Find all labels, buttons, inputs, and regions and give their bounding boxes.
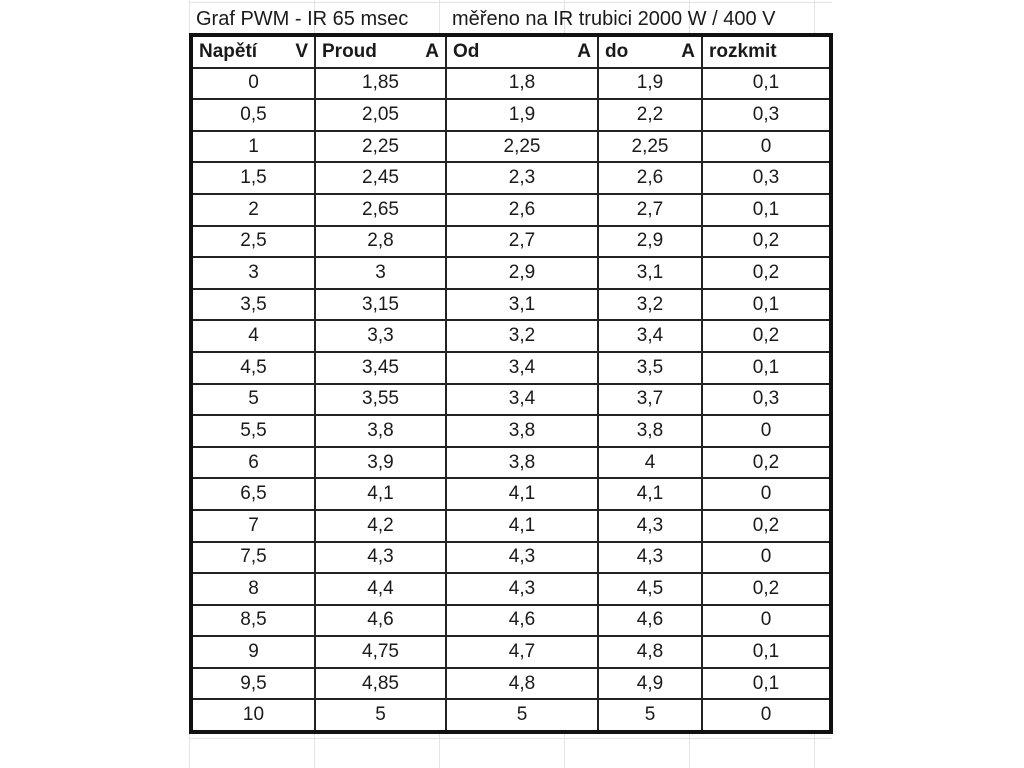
cell-range[interactable]: 0,3 <box>702 384 831 416</box>
cell-current[interactable]: 4,2 <box>315 510 446 542</box>
cell-voltage[interactable]: 1 <box>191 131 315 163</box>
table-body <box>191 68 831 732</box>
header-name: Proud <box>322 40 377 62</box>
cell-current[interactable]: 5 <box>315 699 446 732</box>
cell-voltage[interactable]: 7,5 <box>191 542 315 574</box>
cell-to[interactable]: 2,2 <box>598 99 702 131</box>
table-row <box>191 447 831 479</box>
cell-current[interactable]: 2,8 <box>315 226 446 258</box>
cell-to[interactable]: 5 <box>598 699 702 732</box>
cell-current[interactable]: 2,05 <box>315 99 446 131</box>
cell-to[interactable]: 4,8 <box>598 636 702 668</box>
margin-right <box>832 0 1024 768</box>
cell-voltage[interactable]: 0,5 <box>191 99 315 131</box>
cell-range[interactable]: 0 <box>702 699 831 732</box>
table-row <box>191 668 831 700</box>
table-row <box>191 605 831 637</box>
cell-current[interactable]: 2,25 <box>315 131 446 163</box>
cell-current[interactable]: 2,45 <box>315 162 446 194</box>
cell-to[interactable]: 3,2 <box>598 289 702 321</box>
cell-range[interactable]: 0 <box>702 478 831 510</box>
cell-voltage[interactable]: 3,5 <box>191 289 315 321</box>
table-row <box>191 415 831 447</box>
cell-voltage[interactable]: 6,5 <box>191 478 315 510</box>
cell-from[interactable]: 4,3 <box>446 542 598 574</box>
cell-to[interactable]: 2,6 <box>598 162 702 194</box>
cell-current[interactable]: 3,45 <box>315 352 446 384</box>
table-row <box>191 68 831 100</box>
cell-to[interactable]: 3,7 <box>598 384 702 416</box>
table-row <box>191 542 831 574</box>
cell-to[interactable]: 2,25 <box>598 131 702 163</box>
table-row <box>191 226 831 258</box>
cell-current[interactable]: 4,85 <box>315 668 446 700</box>
cell-current[interactable]: 4,4 <box>315 573 446 605</box>
cell-from[interactable]: 4,1 <box>446 510 598 542</box>
cell-range[interactable]: 0,1 <box>702 668 831 700</box>
cell-voltage[interactable]: 2 <box>191 194 315 226</box>
table-row <box>191 162 831 194</box>
cell-current[interactable]: 4,75 <box>315 636 446 668</box>
cell-current[interactable]: 4,6 <box>315 605 446 637</box>
cell-to[interactable]: 2,9 <box>598 226 702 258</box>
cell-range[interactable]: 0 <box>702 605 831 637</box>
cell-from[interactable]: 4,8 <box>446 668 598 700</box>
cell-voltage[interactable]: 9,5 <box>191 668 315 700</box>
cell-range[interactable]: 0 <box>702 415 831 447</box>
cell-range[interactable]: 0,2 <box>702 510 831 542</box>
cell-to[interactable]: 4,9 <box>598 668 702 700</box>
table-row <box>191 194 831 226</box>
cell-current[interactable]: 3,15 <box>315 289 446 321</box>
cell-from[interactable]: 2,6 <box>446 194 598 226</box>
margin-left <box>0 0 189 768</box>
cell-range[interactable]: 0,1 <box>702 352 831 384</box>
cell-from[interactable]: 5 <box>446 699 598 732</box>
cell-from[interactable]: 3,2 <box>446 320 598 352</box>
header-unit: V <box>295 40 308 62</box>
cell-to[interactable]: 3,1 <box>598 257 702 289</box>
cell-to[interactable]: 4,3 <box>598 542 702 574</box>
cell-voltage[interactable]: 5,5 <box>191 415 315 447</box>
cell-voltage[interactable]: 9 <box>191 636 315 668</box>
cell-range[interactable]: 0,1 <box>702 194 831 226</box>
cell-to[interactable]: 4 <box>598 447 702 479</box>
cell-from[interactable]: 4,7 <box>446 636 598 668</box>
cell-current[interactable]: 3,3 <box>315 320 446 352</box>
cell-from[interactable]: 3,1 <box>446 289 598 321</box>
cell-voltage[interactable]: 3 <box>191 257 315 289</box>
cell-voltage[interactable]: 8,5 <box>191 605 315 637</box>
cell-range[interactable]: 0,3 <box>702 162 831 194</box>
cell-voltage[interactable]: 2,5 <box>191 226 315 258</box>
cell-range[interactable]: 0,1 <box>702 636 831 668</box>
cell-range[interactable]: 0 <box>702 131 831 163</box>
cell-from[interactable]: 2,9 <box>446 257 598 289</box>
header-row <box>191 35 831 68</box>
cell-from[interactable]: 3,4 <box>446 352 598 384</box>
header-unit: A <box>425 40 439 62</box>
table-row <box>191 131 831 163</box>
cell-to[interactable]: 4,1 <box>598 478 702 510</box>
table-row <box>191 352 831 384</box>
table-row <box>191 478 831 510</box>
cell-range[interactable]: 0 <box>702 542 831 574</box>
table-row <box>191 320 831 352</box>
cell-from[interactable]: 1,9 <box>446 99 598 131</box>
cell-from[interactable]: 1,8 <box>446 68 598 100</box>
cell-to[interactable]: 3,4 <box>598 320 702 352</box>
table-row <box>191 384 831 416</box>
header-name: Od <box>453 40 480 62</box>
header-name: do <box>605 40 629 62</box>
header-cell-range[interactable] <box>702 35 831 68</box>
cell-voltage[interactable]: 5 <box>191 384 315 416</box>
header-cell-current[interactable] <box>315 35 446 68</box>
table-row <box>191 289 831 321</box>
cell-to[interactable]: 4,5 <box>598 573 702 605</box>
table-row <box>191 699 831 732</box>
caption-measurement-note: měřeno na IR trubici 2000 W / 400 V <box>452 8 776 30</box>
table-row <box>191 573 831 605</box>
measurement-table <box>189 33 833 734</box>
cell-range[interactable]: 0,2 <box>702 320 831 352</box>
cell-range[interactable]: 0,2 <box>702 257 831 289</box>
cell-to[interactable]: 4,3 <box>598 510 702 542</box>
cell-to[interactable]: 4,6 <box>598 605 702 637</box>
cell-voltage[interactable]: 8 <box>191 573 315 605</box>
cell-to[interactable]: 2,7 <box>598 194 702 226</box>
header-cell-to[interactable] <box>598 35 702 68</box>
cell-to[interactable]: 3,8 <box>598 415 702 447</box>
cell-current[interactable]: 4,1 <box>315 478 446 510</box>
cell-range[interactable]: 0,1 <box>702 289 831 321</box>
cell-current[interactable]: 1,85 <box>315 68 446 100</box>
cell-from[interactable]: 2,25 <box>446 131 598 163</box>
cell-range[interactable]: 0,2 <box>702 573 831 605</box>
cell-to[interactable]: 3,5 <box>598 352 702 384</box>
header-cell-voltage[interactable] <box>191 35 315 68</box>
cell-from[interactable]: 3,8 <box>446 415 598 447</box>
cell-from[interactable]: 4,6 <box>446 605 598 637</box>
cell-range[interactable]: 0,2 <box>702 226 831 258</box>
header-unit: A <box>577 40 591 62</box>
cell-voltage[interactable]: 4,5 <box>191 352 315 384</box>
header-name: rozkmit <box>709 40 777 62</box>
table-row <box>191 510 831 542</box>
cell-voltage[interactable]: 4 <box>191 320 315 352</box>
cell-voltage[interactable]: 0 <box>191 68 315 100</box>
cell-current[interactable]: 3 <box>315 257 446 289</box>
cell-range[interactable]: 0,2 <box>702 447 831 479</box>
table-row <box>191 257 831 289</box>
cell-from[interactable]: 2,7 <box>446 226 598 258</box>
cell-from[interactable]: 4,1 <box>446 478 598 510</box>
header-cell-from[interactable] <box>446 35 598 68</box>
table-row <box>191 99 831 131</box>
cell-from[interactable]: 3,8 <box>446 447 598 479</box>
cell-current[interactable]: 3,8 <box>315 415 446 447</box>
cell-from[interactable]: 4,3 <box>446 573 598 605</box>
table-row <box>191 636 831 668</box>
cell-from[interactable]: 2,3 <box>446 162 598 194</box>
header-unit: A <box>681 40 695 62</box>
header-name: Napětí <box>199 40 258 62</box>
cell-current[interactable]: 3,9 <box>315 447 446 479</box>
cell-voltage[interactable]: 1,5 <box>191 162 315 194</box>
cell-voltage[interactable]: 10 <box>191 699 315 732</box>
cell-current[interactable]: 2,65 <box>315 194 446 226</box>
cell-range[interactable]: 0,3 <box>702 99 831 131</box>
cell-from[interactable]: 3,4 <box>446 384 598 416</box>
caption-title: Graf PWM - IR 65 msec <box>196 8 409 30</box>
cell-voltage[interactable]: 6 <box>191 447 315 479</box>
cell-range[interactable]: 0,1 <box>702 68 831 100</box>
cell-voltage[interactable]: 7 <box>191 510 315 542</box>
cell-current[interactable]: 4,3 <box>315 542 446 574</box>
cell-to[interactable]: 1,9 <box>598 68 702 100</box>
cell-current[interactable]: 3,55 <box>315 384 446 416</box>
